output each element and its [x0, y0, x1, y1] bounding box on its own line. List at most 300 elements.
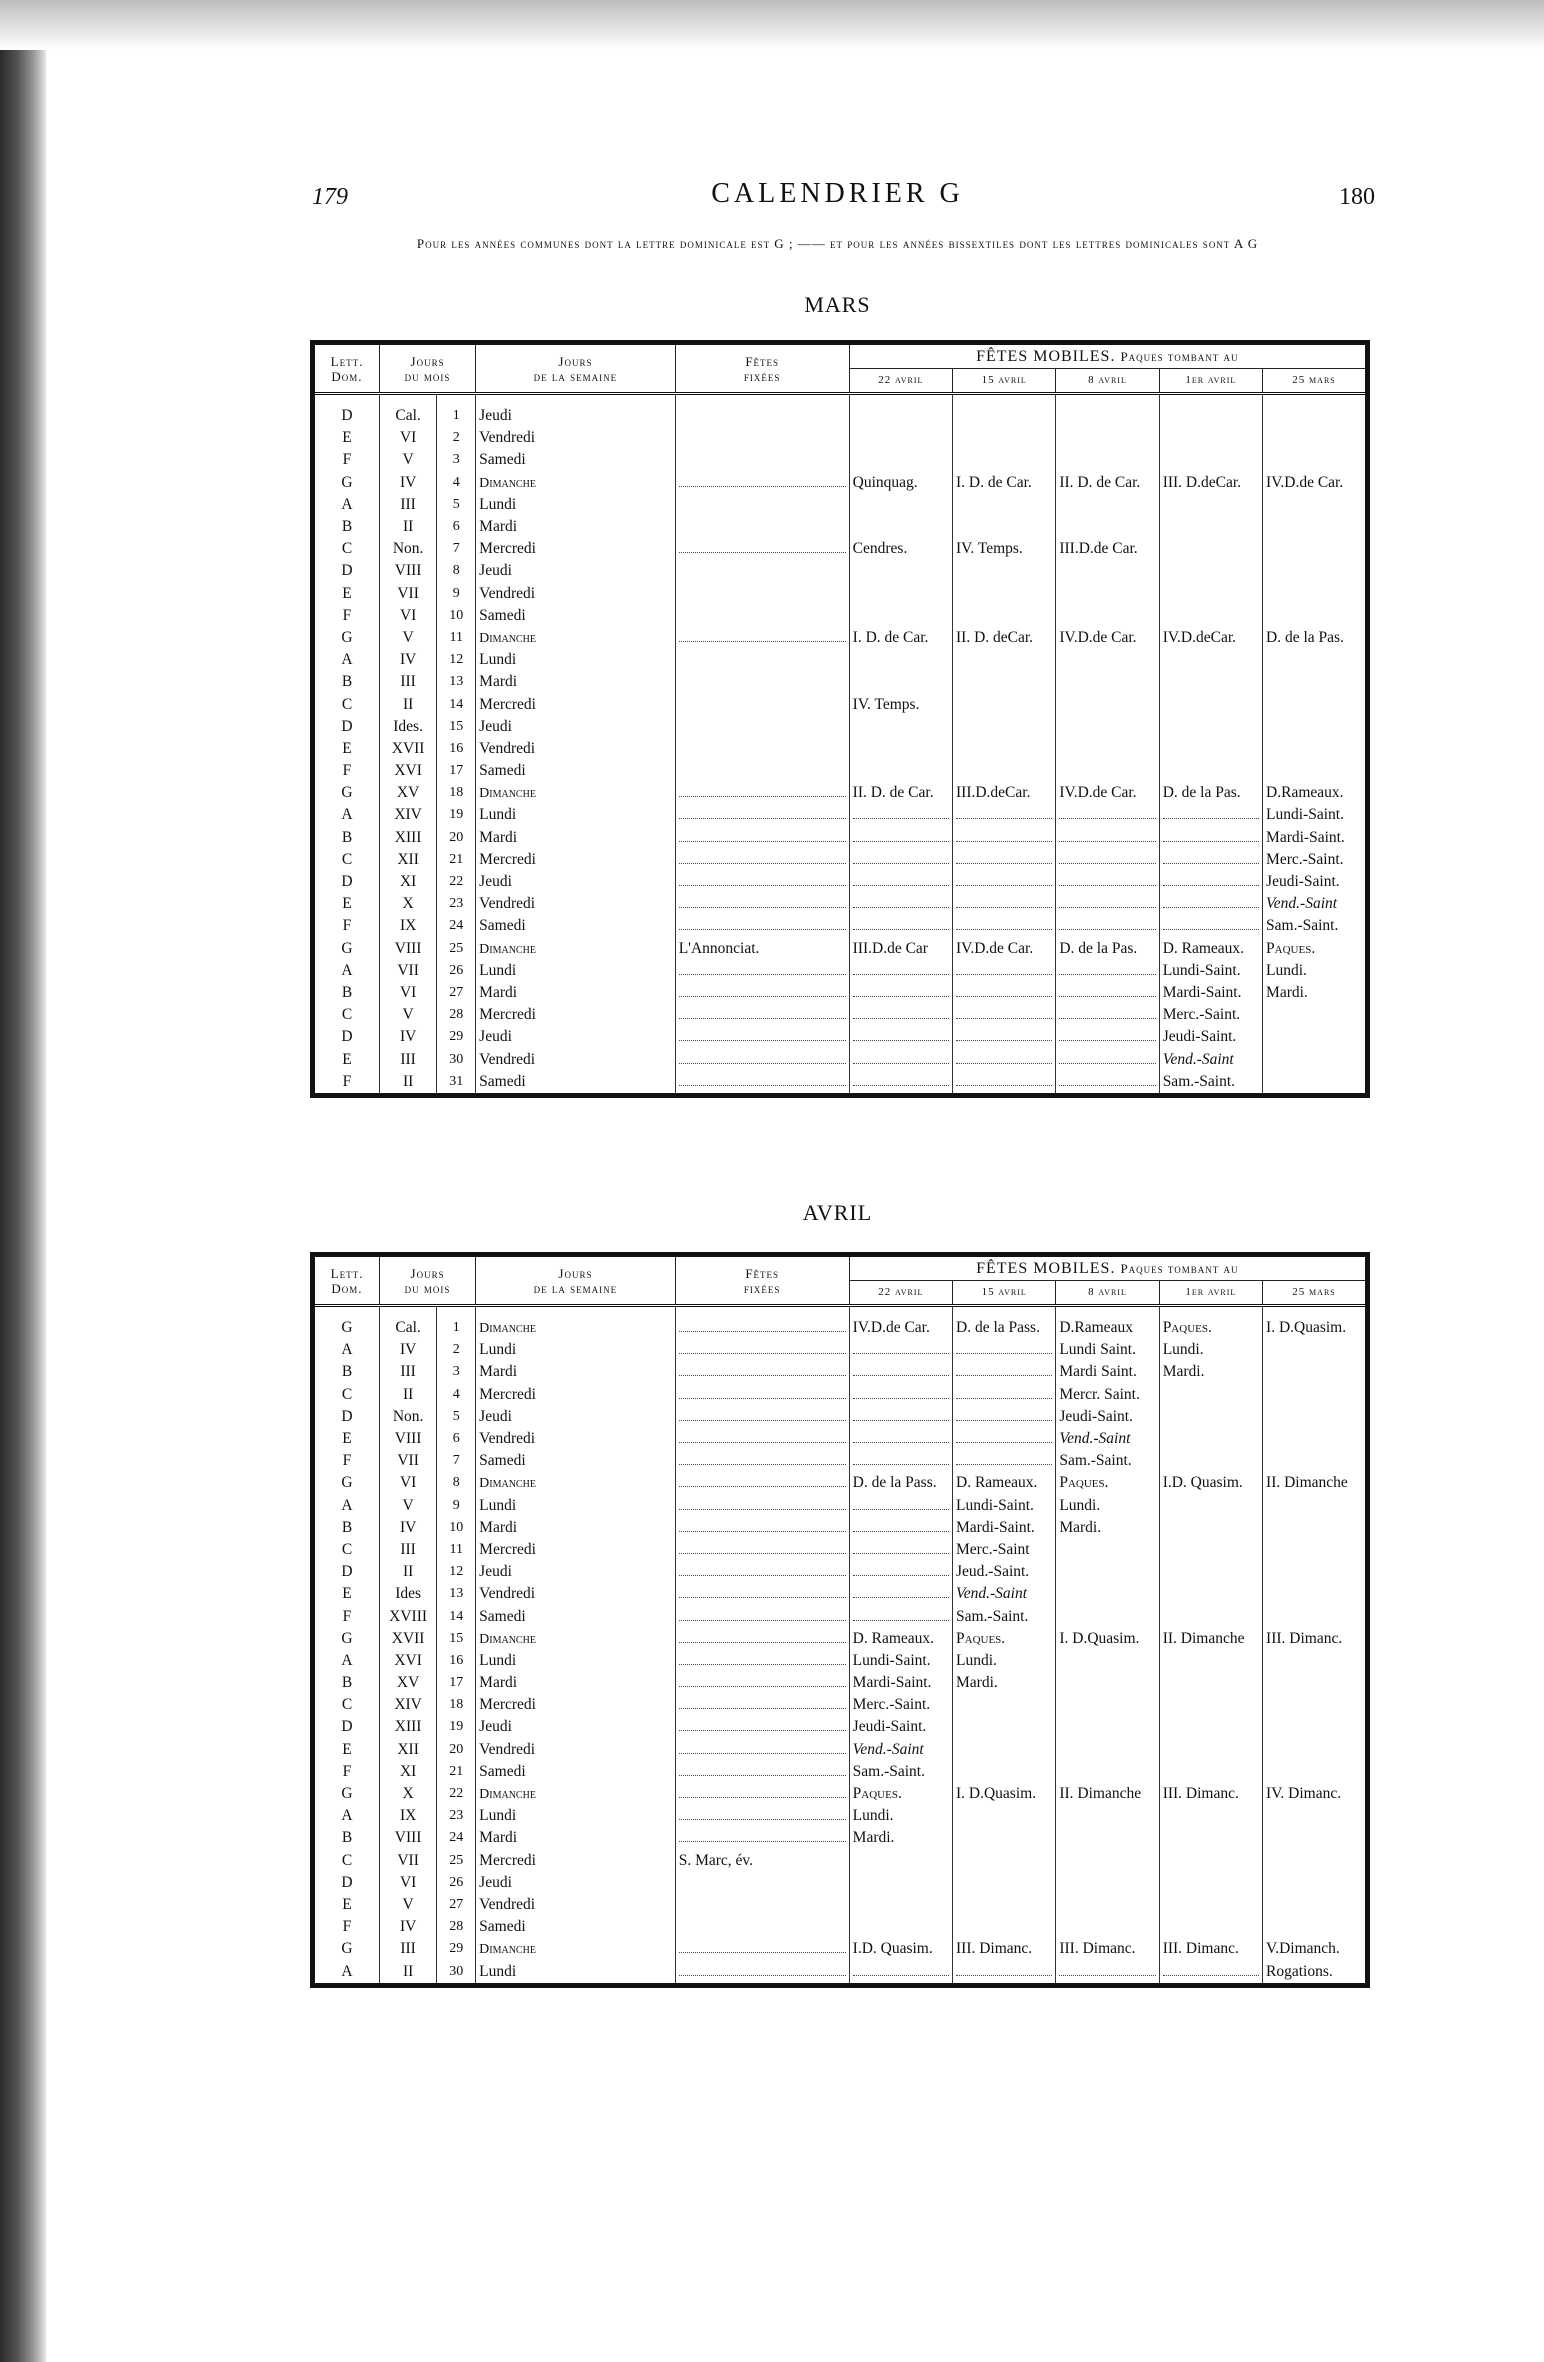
cell-text: IV. Dimanc.	[1266, 1785, 1342, 1803]
cell-lettre	[315, 760, 379, 782]
cell-jour-romain	[379, 649, 436, 671]
cell-8-avril	[1056, 871, 1159, 893]
dotted-leader	[853, 1055, 949, 1064]
cell-jour-num	[437, 760, 476, 782]
cell-fete-fixe	[675, 1938, 849, 1960]
cell-jour-semaine	[476, 649, 676, 671]
cell-25-mars	[1263, 782, 1365, 804]
dotted-leader	[853, 1032, 949, 1041]
cell-25-mars	[1263, 472, 1365, 494]
cell-text: III	[400, 1540, 416, 1558]
cell-lettre	[315, 1004, 379, 1026]
cell-jour-romain	[379, 1916, 436, 1938]
cell-8-avril	[1056, 849, 1159, 871]
dotted-leader	[956, 988, 1052, 997]
cell-fete-fixe	[675, 1827, 849, 1849]
cell-1-avril	[1159, 516, 1262, 538]
cell-fete-fixe	[675, 1894, 849, 1916]
cell-text: Merc.-Saint.	[852, 1696, 931, 1714]
cell-1-avril	[1159, 494, 1262, 516]
cell-text: Jeudi	[479, 1563, 512, 1581]
cell-jour-semaine	[476, 1472, 676, 1494]
cell-jour-romain	[379, 1026, 436, 1048]
cell-text: II	[402, 1072, 414, 1090]
cell-text: 19	[449, 1719, 464, 1735]
dotted-leader	[853, 921, 949, 930]
cell-text: 28	[449, 1919, 464, 1935]
cell-text: Mercredi	[479, 1851, 536, 1869]
cell-text: Mardi.	[956, 1674, 998, 1692]
cell-22-avril	[849, 893, 952, 915]
dotted-leader	[853, 1545, 949, 1554]
cell-text: B	[341, 828, 353, 846]
cell-jour-romain	[379, 472, 436, 494]
cell-text: Vendredi	[479, 1585, 536, 1603]
cell-jour-romain	[379, 716, 436, 738]
cell-text: Mardi	[479, 983, 518, 1001]
cell-lettre	[315, 1450, 379, 1472]
cell-jour-semaine	[476, 671, 676, 693]
dotted-leader	[956, 921, 1052, 930]
cell-lettre	[315, 1960, 379, 1982]
cell-8-avril	[1056, 1406, 1159, 1428]
cell-15-avril	[953, 1048, 1056, 1070]
cell-lettre	[315, 427, 379, 449]
cell-25-mars	[1263, 583, 1365, 605]
cell-text: Samedi	[479, 1607, 526, 1625]
cell-jour-num	[437, 1495, 476, 1517]
cell-jour-num	[437, 1361, 476, 1383]
cell-text: 24	[449, 1830, 464, 1846]
cell-jour-semaine	[476, 494, 676, 516]
cell-fete-fixe	[675, 982, 849, 1004]
cell-text: F	[342, 1072, 352, 1090]
cell-25-mars	[1263, 804, 1365, 826]
cell-jour-semaine	[476, 560, 676, 582]
cell-15-avril	[953, 605, 1056, 627]
cell-8-avril	[1056, 693, 1159, 715]
dotted-leader	[679, 1745, 846, 1754]
cell-fete-fixe	[675, 760, 849, 782]
cell-8-avril	[1056, 1048, 1159, 1070]
cell-25-mars	[1263, 1004, 1365, 1026]
cell-text: Mardi	[479, 1518, 518, 1536]
cell-22-avril	[849, 1339, 952, 1361]
header-col-8-avril: 8 avril	[1056, 369, 1159, 394]
header-col-8-avril: 8 avril	[1056, 1281, 1159, 1306]
cell-text: Jeudi-Saint.	[1059, 1407, 1133, 1425]
cell-jour-semaine	[476, 893, 676, 915]
cell-text: 7	[452, 541, 460, 557]
cell-8-avril	[1056, 1495, 1159, 1517]
cell-text: Samedi	[479, 1072, 526, 1090]
table-mars	[315, 345, 1365, 1093]
cell-8-avril	[1056, 649, 1159, 671]
cell-jour-romain	[379, 1694, 436, 1716]
cell-text: Lundi.	[1266, 961, 1307, 979]
cell-1-avril	[1159, 871, 1262, 893]
cell-22-avril	[849, 1650, 952, 1672]
cell-lettre	[315, 1672, 379, 1694]
cell-jour-semaine	[476, 1048, 676, 1070]
dotted-leader	[679, 1032, 846, 1041]
cell-text: D.Rameaux.	[1266, 784, 1344, 802]
cell-text: 20	[449, 829, 464, 845]
cell-15-avril	[953, 427, 1056, 449]
cell-fete-fixe	[675, 871, 849, 893]
cell-jour-romain	[379, 1938, 436, 1960]
cell-25-mars	[1263, 871, 1365, 893]
cell-jour-romain	[379, 449, 436, 471]
cell-jour-semaine	[476, 1026, 676, 1048]
cell-lettre	[315, 560, 379, 582]
cell-25-mars	[1263, 1894, 1365, 1916]
cell-text: Jeudi	[479, 873, 512, 891]
cell-15-avril	[953, 1004, 1056, 1026]
cell-jour-num	[437, 494, 476, 516]
cell-fete-fixe	[675, 1317, 849, 1339]
cell-text: B	[341, 1829, 353, 1847]
cell-jour-num	[437, 827, 476, 849]
cell-22-avril	[849, 1694, 952, 1716]
cell-text: V	[402, 628, 414, 646]
dotted-leader	[679, 1811, 846, 1820]
cell-text: G	[341, 1319, 353, 1337]
table-row	[315, 1561, 1365, 1583]
dotted-leader	[679, 544, 846, 553]
cell-text: 15	[449, 718, 464, 734]
cell-22-avril	[849, 716, 952, 738]
cell-lettre	[315, 804, 379, 826]
cell-jour-semaine	[476, 472, 676, 494]
cell-text: Merc.-Saint.	[1266, 850, 1344, 868]
cell-jour-num	[437, 960, 476, 982]
cell-text: XVII	[391, 739, 425, 757]
cell-lettre	[315, 494, 379, 516]
cell-8-avril	[1056, 1650, 1159, 1672]
cell-fete-fixe	[675, 1872, 849, 1894]
cell-text: II. Dimanche	[1162, 1629, 1245, 1647]
cell-25-mars	[1263, 1783, 1365, 1805]
cell-text: XV	[396, 1674, 420, 1692]
cell-jour-semaine	[476, 1428, 676, 1450]
cell-1-avril	[1159, 1739, 1262, 1761]
table-row	[315, 516, 1365, 538]
cell-25-mars	[1263, 1428, 1365, 1450]
cell-text: Ides.	[393, 717, 423, 735]
cell-jour-num	[437, 449, 476, 471]
cell-15-avril	[953, 1805, 1056, 1827]
cell-text: IV. Temps.	[852, 695, 920, 713]
cell-text: A	[341, 806, 353, 824]
cell-jour-num	[437, 1628, 476, 1650]
cell-jour-num	[437, 472, 476, 494]
dotted-leader	[679, 1944, 846, 1953]
cell-text: VIII	[394, 1829, 422, 1847]
cell-fete-fixe	[675, 494, 849, 516]
cell-text: 28	[449, 1007, 464, 1023]
dotted-leader	[956, 1456, 1052, 1465]
cell-22-avril	[849, 671, 952, 693]
cell-text: 5	[452, 1408, 460, 1424]
cell-lettre	[315, 1428, 379, 1450]
dotted-leader	[853, 1589, 949, 1598]
cell-lettre	[315, 871, 379, 893]
cell-1-avril	[1159, 649, 1262, 671]
table-row	[315, 538, 1365, 560]
dotted-leader	[853, 1967, 949, 1976]
cell-text: 7	[452, 1453, 460, 1469]
cell-text: Lundi-Saint.	[852, 1651, 931, 1669]
dotted-leader	[956, 1055, 1052, 1064]
cell-text: Vend.-Saint	[852, 1740, 924, 1758]
dotted-leader	[679, 988, 846, 997]
cell-jour-semaine	[476, 1561, 676, 1583]
cell-8-avril	[1056, 1026, 1159, 1048]
cell-jour-num	[437, 1716, 476, 1738]
cell-text: Vendredi	[479, 1050, 536, 1068]
cell-fete-fixe	[675, 1583, 849, 1605]
header-fetes-mobiles: FÊTES MOBILES. Paques tombant au	[849, 1257, 1365, 1281]
dotted-leader	[679, 1434, 846, 1443]
dotted-leader	[853, 1390, 949, 1399]
cell-text: A	[341, 651, 353, 669]
cell-fete-fixe	[675, 1472, 849, 1494]
cell-text: Vendredi	[479, 1740, 536, 1758]
cell-jour-romain	[379, 1761, 436, 1783]
cell-jour-semaine	[476, 1384, 676, 1406]
cell-15-avril	[953, 1938, 1056, 1960]
cell-text: 21	[449, 851, 464, 867]
cell-text: Lundi.	[1059, 1496, 1101, 1514]
cell-22-avril	[849, 1672, 952, 1694]
cell-jour-romain	[379, 871, 436, 893]
cell-text: Dimanche	[479, 475, 536, 491]
table-row	[315, 1761, 1365, 1783]
dotted-leader	[956, 1345, 1052, 1354]
cell-jour-semaine	[476, 760, 676, 782]
cell-text: Dimanche	[479, 786, 536, 802]
cell-text: II	[402, 1563, 414, 1581]
cell-jour-semaine	[476, 1495, 676, 1517]
cell-15-avril	[953, 1339, 1056, 1361]
cell-1-avril	[1159, 982, 1262, 1004]
cell-jour-semaine	[476, 1605, 676, 1627]
cell-text: Mardi.	[1059, 1518, 1102, 1536]
cell-jour-num	[437, 1938, 476, 1960]
cell-text: 20	[449, 1741, 464, 1757]
cell-15-avril	[953, 760, 1056, 782]
cell-fete-fixe	[675, 1361, 849, 1383]
table-spacer-row	[315, 1306, 1365, 1318]
cell-text: Paques.	[1162, 1319, 1212, 1337]
cell-jour-semaine	[476, 627, 676, 649]
cell-text: XIV	[394, 806, 422, 824]
cell-text: C	[341, 695, 353, 713]
cell-text: F	[342, 606, 352, 624]
cell-fete-fixe	[675, 1761, 849, 1783]
cell-jour-romain	[379, 1561, 436, 1583]
cell-fete-fixe	[675, 938, 849, 960]
cell-text: 31	[449, 1073, 464, 1089]
cell-jour-romain	[379, 1672, 436, 1694]
cell-text: Mercredi	[479, 1006, 536, 1024]
cell-25-mars	[1263, 760, 1365, 782]
dotted-leader	[679, 1010, 846, 1019]
header-fetes-fixees: Fêtes fixées	[675, 1257, 849, 1306]
cell-text: II. D. deCar.	[956, 628, 1034, 646]
cell-text: Merc.-Saint	[956, 1540, 1030, 1558]
cell-1-avril	[1159, 915, 1262, 937]
cell-jour-semaine	[476, 738, 676, 760]
dotted-leader	[679, 1412, 846, 1421]
cell-1-avril	[1159, 560, 1262, 582]
cell-25-mars	[1263, 1517, 1365, 1539]
cell-1-avril	[1159, 627, 1262, 649]
header-col-1-avril: 1er avril	[1159, 369, 1262, 394]
cell-fete-fixe	[675, 560, 849, 582]
cell-15-avril	[953, 1716, 1056, 1738]
cell-text: Lundi.	[956, 1651, 997, 1669]
cell-1-avril	[1159, 1004, 1262, 1026]
cell-text: Vendredi	[479, 584, 536, 602]
cell-text: V.Dimanch.	[1266, 1940, 1340, 1958]
cell-lettre	[315, 605, 379, 627]
cell-text: III	[400, 1050, 416, 1068]
cell-15-avril	[953, 982, 1056, 1004]
cell-jour-romain	[379, 1071, 436, 1093]
cell-1-avril	[1159, 1048, 1262, 1070]
cell-text: IV.D.de Car.	[956, 939, 1034, 957]
cell-text: V	[402, 1496, 414, 1514]
table-row	[315, 605, 1365, 627]
dotted-leader	[1059, 1055, 1155, 1064]
dotted-leader	[1059, 921, 1155, 930]
cell-text: X	[402, 895, 414, 913]
cell-15-avril	[953, 938, 1056, 960]
cell-lettre	[315, 1495, 379, 1517]
cell-text: Samedi	[479, 762, 526, 780]
cell-text: 19	[449, 807, 464, 823]
cell-text: 22	[449, 1786, 464, 1802]
table-avril	[315, 1257, 1365, 1983]
cell-15-avril	[953, 1605, 1056, 1627]
cell-jour-num	[437, 427, 476, 449]
cell-jour-num	[437, 1605, 476, 1627]
dotted-leader	[679, 478, 846, 487]
cell-1-avril	[1159, 1026, 1262, 1048]
header-col-25-mars: 25 mars	[1263, 369, 1365, 394]
table-row	[315, 738, 1365, 760]
cell-22-avril	[849, 938, 952, 960]
cell-1-avril	[1159, 1672, 1262, 1694]
cell-22-avril	[849, 1384, 952, 1406]
cell-fete-fixe	[675, 1339, 849, 1361]
cell-25-mars	[1263, 1472, 1365, 1494]
cell-jour-num	[437, 938, 476, 960]
cell-1-avril	[1159, 1361, 1262, 1383]
dotted-leader	[956, 1032, 1052, 1041]
cell-jour-semaine	[476, 827, 676, 849]
cell-15-avril	[953, 1916, 1056, 1938]
header-jours-semaine: Jours de la semaine	[476, 345, 676, 394]
cell-8-avril	[1056, 1739, 1159, 1761]
cell-jour-romain	[379, 1384, 436, 1406]
cell-text: D. Rameaux.	[1162, 939, 1245, 957]
cell-15-avril	[953, 1894, 1056, 1916]
cell-jour-romain	[379, 915, 436, 937]
cell-jour-num	[437, 1406, 476, 1428]
cell-text: XIII	[394, 1718, 422, 1736]
cell-22-avril	[849, 1805, 952, 1827]
cell-15-avril	[953, 1406, 1056, 1428]
cell-jour-semaine	[476, 1716, 676, 1738]
cell-text: Mardi Saint.	[1059, 1363, 1137, 1381]
cell-text: F	[342, 451, 352, 469]
cell-text: XVI	[394, 1651, 422, 1669]
cell-text: Vendredi	[479, 1895, 536, 1913]
cell-text: XVI	[394, 762, 422, 780]
cell-8-avril	[1056, 1761, 1159, 1783]
cell-jour-semaine	[476, 871, 676, 893]
cell-text: E	[342, 584, 352, 602]
cell-22-avril	[849, 1539, 952, 1561]
cell-text: II. Dimanche	[1266, 1474, 1348, 1492]
table-row	[315, 472, 1365, 494]
cell-text: Paques.	[956, 1629, 1006, 1647]
cell-text: Paques.	[1059, 1474, 1109, 1492]
dotted-leader	[679, 1323, 846, 1332]
cell-15-avril	[953, 1650, 1056, 1672]
cell-text: 18	[449, 785, 464, 801]
cell-15-avril	[953, 1428, 1056, 1450]
dotted-leader	[853, 1010, 949, 1019]
dotted-leader	[679, 1367, 846, 1376]
table-row	[315, 1916, 1365, 1938]
cell-text: 26	[449, 1874, 464, 1890]
cell-22-avril	[849, 804, 952, 826]
cell-lettre	[315, 782, 379, 804]
dotted-leader	[679, 877, 846, 886]
cell-8-avril	[1056, 938, 1159, 960]
cell-text: Mardi	[479, 518, 518, 536]
cell-text: Lundi	[479, 1496, 517, 1514]
cell-25-mars	[1263, 893, 1365, 915]
cell-text: Mardi-Saint.	[1162, 983, 1242, 1001]
cell-lettre	[315, 693, 379, 715]
cell-text: VI	[399, 429, 417, 447]
cell-text: Lundi	[479, 1962, 517, 1980]
cell-lettre	[315, 1716, 379, 1738]
cell-15-avril	[953, 693, 1056, 715]
cell-jour-semaine	[476, 1783, 676, 1805]
cell-text: 30	[449, 1051, 464, 1067]
cell-8-avril	[1056, 1916, 1159, 1938]
cell-25-mars	[1263, 1048, 1365, 1070]
dotted-leader	[679, 1501, 846, 1510]
cell-text: C	[341, 1851, 353, 1869]
cell-text: V	[402, 1895, 414, 1913]
table-row	[315, 1938, 1365, 1960]
cell-jour-romain	[379, 982, 436, 1004]
cell-fete-fixe	[675, 893, 849, 915]
cell-lettre	[315, 1916, 379, 1938]
cell-text: Jeudi	[479, 717, 512, 735]
cell-text: Vendredi	[479, 429, 536, 447]
cell-15-avril	[953, 1583, 1056, 1605]
dotted-leader	[679, 1833, 846, 1842]
cell-text: XVII	[391, 1629, 425, 1647]
